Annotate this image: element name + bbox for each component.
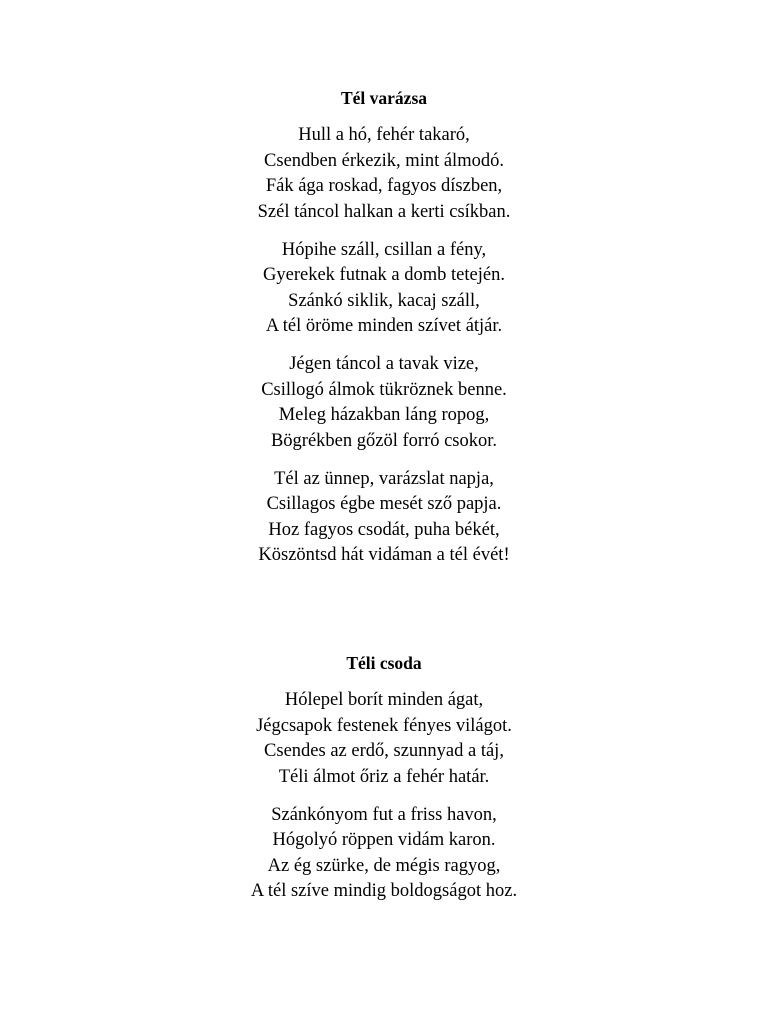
poem-line: Jégcsapok festenek fényes világot.: [256, 715, 512, 736]
stanza: [0, 238, 768, 340]
stanza: [0, 803, 768, 905]
poem-line: Köszöntsd hát vidáman a tél évét!: [258, 545, 510, 565]
poem-line: Tél az ünnep, varázslat napja,: [274, 468, 494, 489]
poem-line: Szánkónyom fut a friss havon,: [271, 804, 497, 825]
poem-line: Meleg házakban láng ropog,: [278, 405, 490, 425]
stanza: [0, 688, 768, 790]
poem-line: A tél öröme minden szívet átjár.: [265, 316, 503, 336]
stanza: [0, 123, 768, 225]
poem-line: Hull a hó, fehér takaró,: [298, 125, 470, 145]
poem-line: Csendes az erdő, szunnyad a táj,: [264, 741, 504, 761]
poem-line: Téli álmot őriz a fehér határ.: [278, 766, 490, 787]
poem-title: Tél varázsa: [340, 88, 428, 108]
poem-line: Szánkó siklik, kacaj száll,: [288, 290, 480, 311]
poem-line: Hoz fagyos csodát, puha békét,: [268, 519, 500, 540]
poem-line: Hólepel borít minden ágat,: [284, 690, 484, 710]
poem-line: Hópihe száll, csillan a fény,: [281, 239, 487, 260]
stanza: [0, 352, 768, 454]
poem-teli-csoda: [0, 652, 768, 917]
poem-line: A tél szíve mindig boldogságot hoz.: [250, 881, 518, 901]
poem-line: Bögrékben gőzöl forró csokor.: [270, 430, 498, 451]
stanza: [0, 467, 768, 569]
poem-line: Fák ága roskad, fagyos díszben,: [265, 176, 503, 196]
poem-line: Csillagos égbe mesét sző papja.: [266, 494, 502, 514]
poem-line: Gyerekek futnak a domb tetején.: [263, 265, 505, 285]
poem-line: Hógolyó röppen vidám karon.: [272, 830, 496, 850]
poem-line: Az ég szürke, de mégis ragyog,: [267, 855, 501, 876]
poem-line: Szél táncol halkan a kerti csíkban.: [257, 201, 511, 222]
poem-line: Csendben érkezik, mint álmodó.: [264, 150, 504, 171]
poem-line: Csillogó álmok tükröznek benne.: [261, 379, 507, 400]
poem-line: Jégen táncol a tavak vize,: [289, 354, 479, 374]
poem-title: Téli csoda: [346, 653, 422, 673]
poem-tel-varazsa: [0, 87, 768, 581]
